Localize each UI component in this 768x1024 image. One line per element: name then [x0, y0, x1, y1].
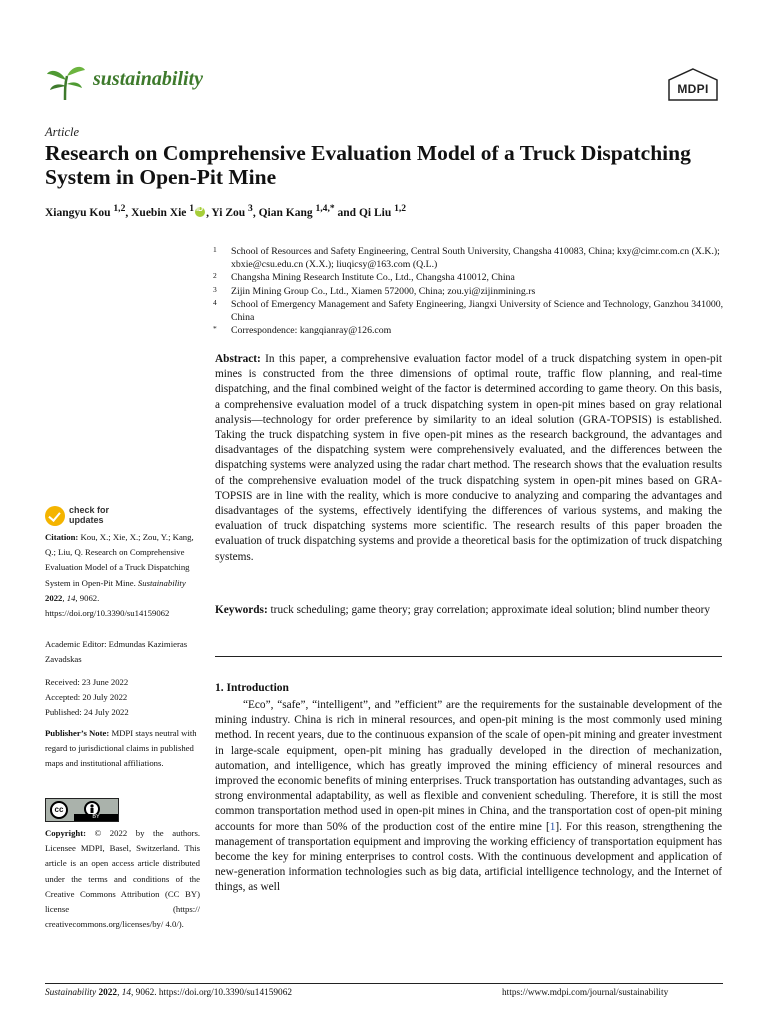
- publication-dates: [45, 675, 200, 721]
- cc-icon: cc: [50, 801, 68, 819]
- correspondence-text: Correspondence: kangqianray@126.com: [231, 325, 392, 337]
- academic-editor: Academic Editor: Edmundas Kazimieras Zavadskas: [45, 639, 188, 665]
- author-and: and: [337, 206, 357, 219]
- author-affil-sup: 3: [248, 203, 253, 214]
- keywords-label: Keywords:: [215, 604, 268, 616]
- affiliations: [213, 245, 728, 337]
- affiliation-row: [213, 324, 728, 337]
- citation-label: Citation:: [45, 532, 79, 542]
- citation-doi[interactable]: , 9062. https://doi.org/10.3390/su14159062: [45, 592, 170, 619]
- citation-block: [45, 530, 200, 621]
- affiliation-number: 3: [213, 284, 217, 294]
- pubnote-text: MDPI stays neutral with regard to jurisdictional claims in published maps and institutional affiliations.: [45, 728, 197, 769]
- copyright-text: © 2022 by the authors. Licensee MDPI, Basel, Switzerland. This article is an open access article distributed under the terms and conditions of the Creative Commons Attribution (CC BY) license (https:// creativecommons.org/licenses/by/ 4.0/).: [45, 828, 200, 930]
- affiliation-number: *: [213, 324, 217, 334]
- author-affil-sup: 1: [189, 203, 195, 214]
- pubnote-label: Publisher’s Note:: [45, 728, 110, 738]
- keywords-text: truck scheduling; game theory; gray correlation; approximate ideal solution; blind number theory: [267, 604, 711, 616]
- orcid-icon[interactable]: [195, 207, 205, 217]
- keywords: [215, 603, 722, 618]
- citation-journal: Sustainability: [137, 577, 186, 588]
- affiliation-row: [213, 245, 728, 271]
- intro-text: “Eco”, “safe”, “intelligent”, and ”efficient” are the requirements for the sustainable development of the mining industry. China is rich in mineral resources, and open-pit mining is the most commonly used mining method. In recent years, due to the continuous expansion of the scale of open-pit mining and greater investment in large-scale equipment, open-pit mining has gradually developed in the direction of mechanization, automation, and intelligence, which has greatly improved the mining efficiency of mineral resources and improved the economic benefits of mining enterprises. Truck transportation has outstanding advantages, such as strong environmental adaptability, as well as flexible and convenient scheduling. Therefore, it is still the most common transportation method used in open-pit mines in China, and the transportation cost of open-pit mining accounts for more than 50% of the production cost of the entire mine [: [215, 699, 722, 833]
- citation-text: Kou, X.; Xie, X.; Zou, Y.; Kang, Q.; Liu, Q. Research on Comprehensive Evaluation Model of a Truck Dispatching System in Open-Pit Mine.: [45, 532, 194, 588]
- footer-volume: , 14: [117, 988, 132, 998]
- cc-by-license-badge[interactable]: [45, 798, 119, 822]
- reference-link[interactable]: 1: [549, 820, 556, 833]
- citation-volume: , 14: [62, 592, 76, 603]
- journal-name[interactable]: sustainability: [93, 68, 204, 90]
- mdpi-logo[interactable]: [667, 68, 719, 102]
- check-label-line1: check for: [69, 505, 110, 515]
- introduction-paragraph: [215, 698, 722, 896]
- affiliation-text: School of Emergency Management and Safety Engineering, Jiangxi University of Science and Technology, Ganzhou 341000, China: [231, 298, 724, 324]
- copyright-label: Copyright:: [45, 828, 87, 838]
- citation-year: 2022: [45, 592, 63, 603]
- footer-year: 2022: [96, 988, 118, 998]
- received-date: Received: 23 June 2022: [45, 677, 129, 687]
- affiliation-row: [213, 298, 728, 324]
- published-date: Published: 24 July 2022: [45, 707, 129, 718]
- by-label: BY: [74, 814, 118, 821]
- affiliation-text: Changsha Mining Research Institute Co., Ltd., Changsha 410012, China: [231, 272, 515, 284]
- footer-citation: [45, 988, 292, 998]
- abstract: [215, 352, 722, 565]
- footer-journal: Sustainability: [45, 988, 97, 998]
- abstract-label: Abstract:: [215, 353, 261, 365]
- article-title: Research on Comprehensive Evaluation Model of a Truck Dispatching System in Open-Pit Mine: [45, 141, 691, 189]
- author-name[interactable]: Xuebin Xie: [131, 206, 187, 219]
- affiliation-text: Zijin Mining Group Co., Ltd., Xiamen 572000, China; zou.yi@zijinmining.rs: [231, 285, 536, 297]
- check-label-line2: updates: [69, 515, 104, 525]
- footer-divider: [45, 983, 723, 984]
- copyright-notice: [45, 826, 200, 932]
- journal-logo-icon: [45, 62, 87, 102]
- publisher-name: MDPI: [677, 82, 709, 96]
- footer-doi[interactable]: , 9062. https://doi.org/10.3390/su14159062: [131, 988, 292, 998]
- author-name[interactable]: Yi Zou: [211, 206, 246, 219]
- affiliation-text: School of Resources and Safety Engineering, Central South University, Changsha 410083, China; kxy@cimr.com.cn (X.K.); xbxie@csu.edu.cn (X.X.); liuqicsy@163.com (Q.L.): [231, 246, 720, 271]
- intro-text: ]. For this reason, strengthening the management of transportation equipment and improving the working efficiency of transportation equipment has become the key for mining enterprises to control costs. With the continuous development and application of new-generation information technologies such as big data, artificial intelligence technology, and the Internet of things, as well: [215, 820, 722, 894]
- accepted-date: Accepted: 20 July 2022: [45, 692, 128, 703]
- author-affil-sup: 1,4,*: [315, 203, 335, 214]
- footer-journal-url[interactable]: https://www.mdpi.com/journal/sustainability: [502, 988, 669, 998]
- author-affil-sup: 1,2: [394, 203, 407, 214]
- section-heading-introduction: 1. Introduction: [215, 682, 289, 694]
- author-name[interactable]: Qian Kang: [258, 206, 313, 219]
- affiliation-number: 1: [213, 245, 217, 254]
- abstract-text: In this paper, a comprehensive evaluation factor model of a truck dispatching system in open-pit mines is constructed from the three dimensions of optimal route, traffic flow planning, and real-time dispatching, and the final combined weight of the factor is determined according to game theory. On this basis, a comprehensive evaluation model of a truck dispatching system in open-pit mines based on gray relational analysis—technology for order preference by similarity to an ideal solution (GRA-TOPSIS) is established. Taking the truck dispatching system in five open-pit mines as the research background, the advantages and disadvantages of the dispatching system were comprehensively evaluated, and the differences between the dispatching systems were analyzed using the radar chart method. The research shows that the evaluation results of the comprehensive evaluation model of the truck dispatching system in open-pit mines based on GRA-TOPSIS are in line with the reality, which is more conducive to analyzing and comparing the advantages and disadvantages of the systems, effectively identifying the differences of various systems, and making the evaluation of truck dispatching systems more scientific. The research results of this paper broaden the evaluation of truck dispatching systems and provide a theoretical basis for the optimization of truck dispatching systems.: [215, 353, 722, 563]
- author-name[interactable]: Xiangyu Kou: [45, 206, 111, 219]
- author-affil-sup: 1,2: [113, 203, 126, 214]
- author-list: Xiangyu Kou $^{1,2}$, Xuebin Xie $^1$iD , Yi Zou $^3$, Qian Kang $^{1,4,*}$ and Qi Liu $^{1,2}$: [45, 203, 725, 219]
- publishers-note: [45, 726, 200, 772]
- check-icon: [45, 506, 65, 526]
- affiliation-number: 2: [213, 271, 217, 281]
- check-for-updates-button[interactable]: [45, 505, 165, 527]
- article-type: Article: [45, 125, 80, 139]
- affiliation-number: 4: [213, 297, 217, 307]
- section-divider: [215, 656, 722, 657]
- author-name[interactable]: Qi Liu: [358, 206, 392, 219]
- affiliation-row: [213, 285, 728, 298]
- affiliation-row: [213, 271, 728, 284]
